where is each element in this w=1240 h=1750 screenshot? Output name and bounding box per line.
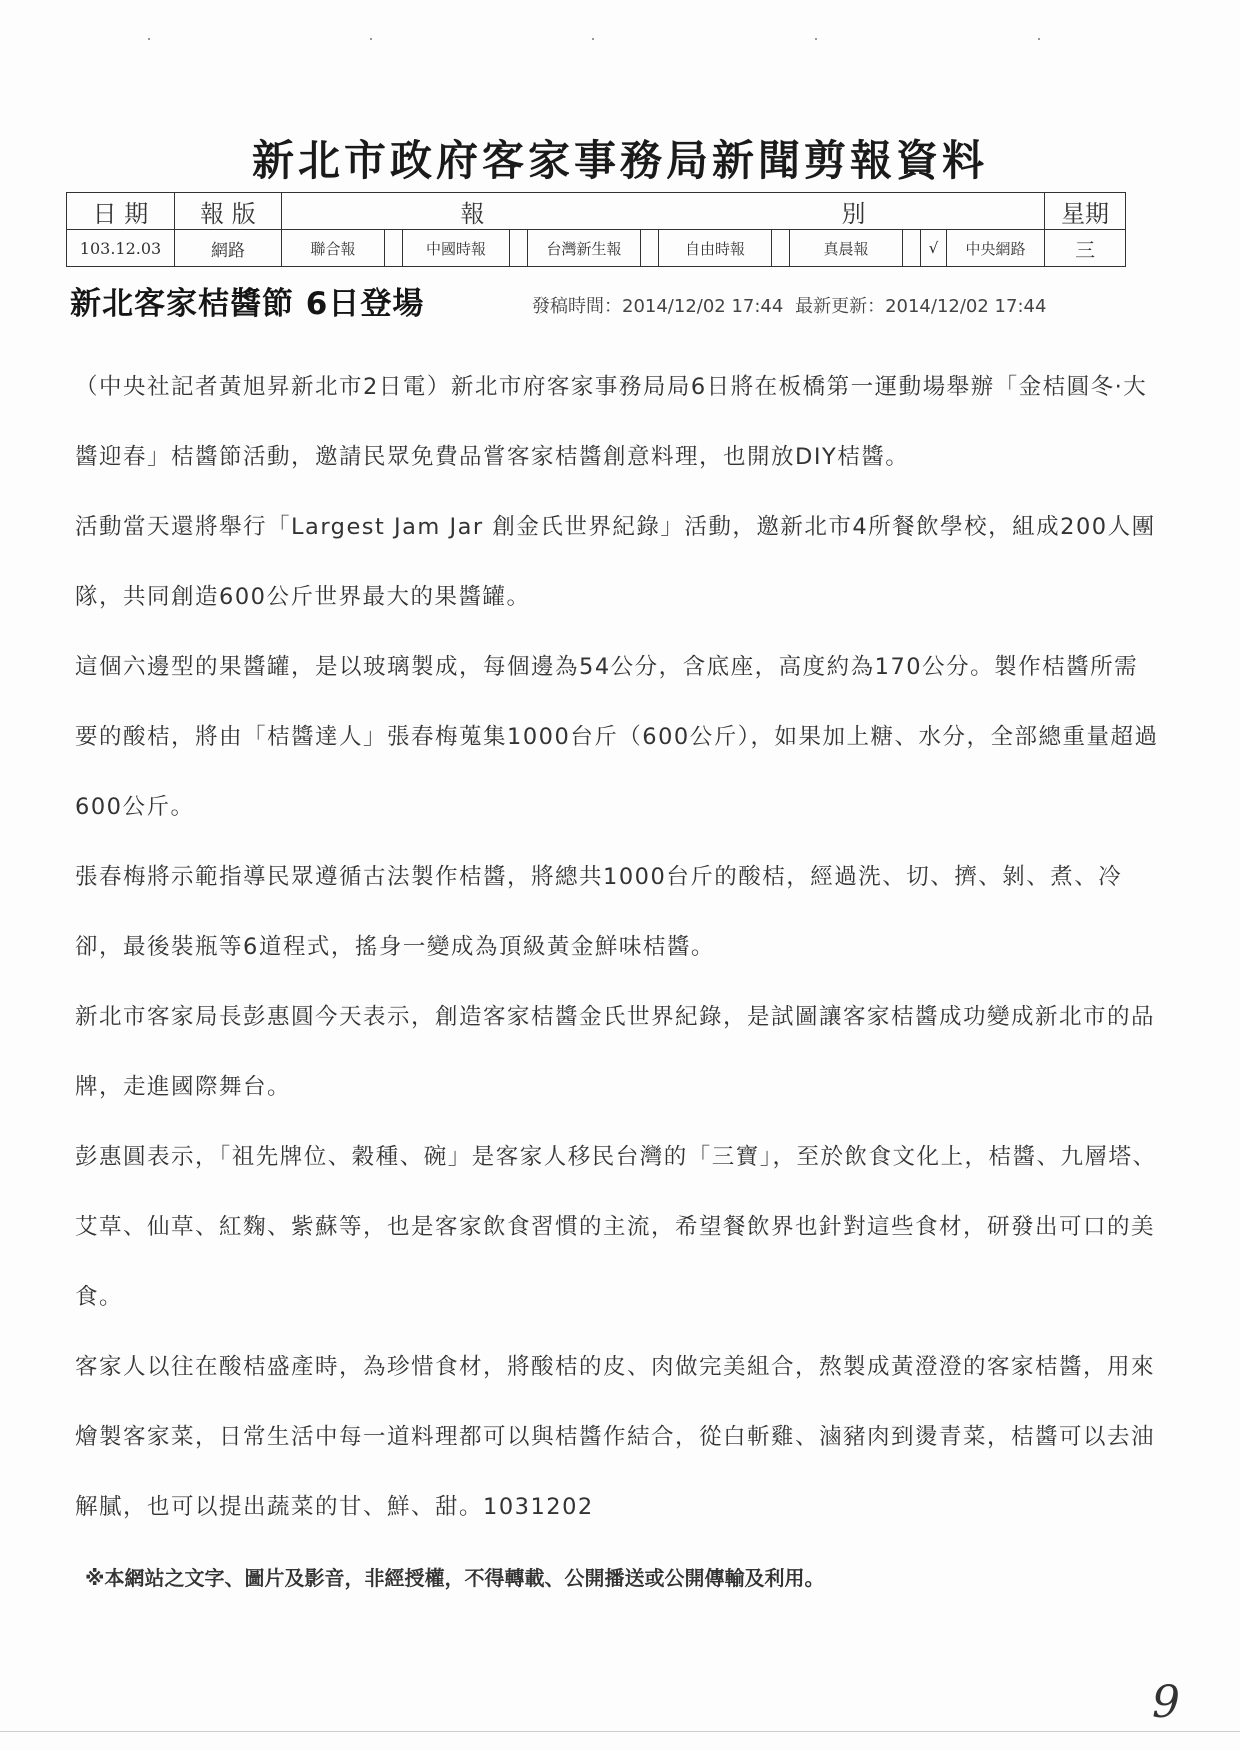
clipping-info-table	[66, 192, 1126, 267]
weekday-header: 星期	[1045, 193, 1126, 230]
updated-time: 最新更新：2014/12/02 17:44	[795, 296, 1047, 317]
article-timestamps	[532, 292, 1052, 318]
weekday-value: 三	[1045, 230, 1126, 267]
paper-chinatimes: 中國時報	[403, 230, 510, 267]
scan-bottom-edge	[0, 1731, 1240, 1732]
article-body	[75, 352, 1160, 1542]
paper-checkbox	[641, 230, 659, 267]
scan-dot	[1038, 38, 1040, 40]
article-paragraph: 新北市客家局長彭惠圓今天表示，創造客家桔醬金氏世界紀錄，是試圖讓客家桔醬成功變成新北市的品牌，走進國際舞台。	[75, 1004, 1156, 1100]
paper-checkbox	[772, 230, 790, 267]
check-mark: √	[921, 230, 947, 267]
paper-libertytimes: 自由時報	[659, 230, 772, 267]
paper-udn: 聯合報	[282, 230, 385, 267]
page-title: 新北市政府客家事務局新聞剪報資料	[251, 136, 988, 185]
article-paragraph: 張春梅將示範指導民眾遵循古法製作桔醬，將總共1000台斤的酸桔，經過洗、切、擠、剝、煮、冷卻，最後裝瓶等6道程式，搖身一變成為頂級黃金鮮味桔醬。	[75, 864, 1123, 960]
article-paragraph: 客家人以往在酸桔盛產時，為珍惜食材，將酸桔的皮、肉做完美組合，熬製成黃澄澄的客家桔醬，用來燴製客家菜，日常生活中每一道料理都可以與桔醬作結合，從白斬雞、滷豬肉到燙青菜，桔醬可以去油解膩，也可以提出蔬菜的甘、鮮、甜。1031202	[75, 1354, 1156, 1520]
article-paragraph: 活動當天還將舉行「Largest Jam Jar 創金氏世界紀錄」活動，邀新北市4所餐飲學校，組成200人團隊，共同創造600公斤世界最大的果醬罐。	[75, 514, 1156, 610]
newspaper-header-right: 別	[841, 199, 866, 228]
copyright-notice: ※本網站之文字、圖片及影音，非經授權，不得轉載、公開播送或公開傳輸及利用。	[85, 1566, 825, 1590]
table-value-row	[67, 230, 1126, 267]
date-value: 103.12.03	[67, 230, 175, 267]
paper-morningpost: 真晨報	[790, 230, 903, 267]
paper-checkbox	[510, 230, 528, 267]
paper-cna-online: 中央網路	[947, 230, 1045, 267]
edition-value: 網路	[175, 230, 282, 267]
scan-dot	[370, 38, 372, 40]
newspaper-header	[282, 193, 1045, 230]
paper-tssdnews: 台灣新生報	[528, 230, 641, 267]
newspaper-header-left: 報	[460, 199, 485, 228]
paper-checkbox	[903, 230, 921, 267]
article-headline: 新北客家桔醬節 6日登場	[70, 286, 425, 322]
table-header-row	[67, 193, 1126, 230]
posted-time: 發稿時間：2014/12/02 17:44	[532, 296, 784, 317]
article-paragraph: 這個六邊型的果醬罐，是以玻璃製成，每個邊為54公分，含底座，高度約為170公分。製作桔醬所需要的酸桔，將由「桔醬達人」張春梅蒐集1000台斤（600公斤），如果加上糖、水分，全部總重量超過600公斤。	[75, 654, 1159, 820]
scan-dot	[148, 38, 150, 40]
page-number: 9	[1152, 1677, 1180, 1728]
paper-checkbox	[385, 230, 403, 267]
article-paragraph: 彭惠圓表示，「祖先牌位、穀種、碗」是客家人移民台灣的「三寶」，至於飲食文化上，桔醬、九層塔、艾草、仙草、紅麴、紫蘇等，也是客家飲食習慣的主流，希望餐飲界也針對這些食材，研發出可口的美食。	[75, 1144, 1157, 1310]
scan-dot	[815, 38, 817, 40]
article-paragraph: （中央社記者黃旭昇新北市2日電）新北市府客家事務局局6日將在板橋第一運動場舉辦「金桔圓冬‧大醬迎春」桔醬節活動，邀請民眾免費品嘗客家桔醬創意料理，也開放DIY桔醬。	[75, 374, 1148, 470]
scan-dot	[592, 38, 594, 40]
edition-header: 報 版	[175, 193, 282, 230]
date-header: 日 期	[67, 193, 175, 230]
